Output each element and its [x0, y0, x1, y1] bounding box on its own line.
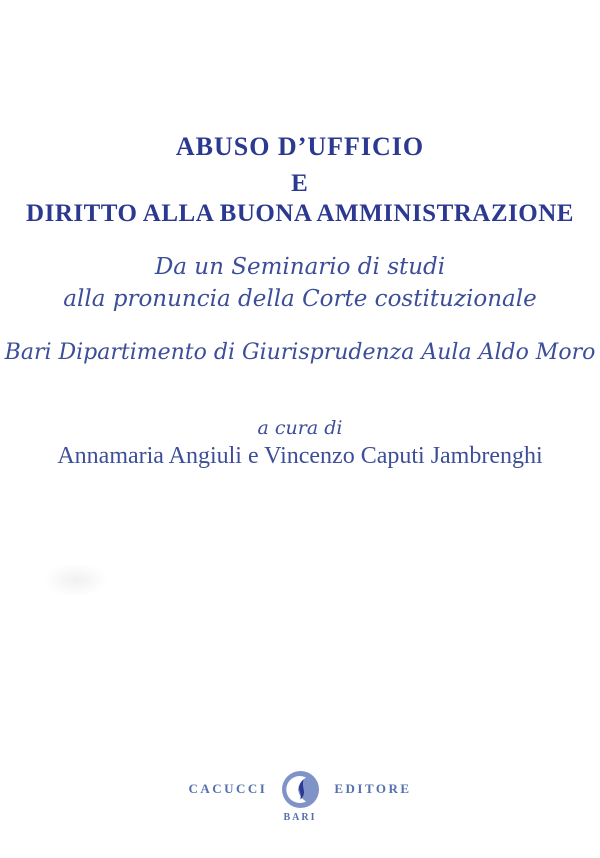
publisher-city: BARI — [283, 812, 317, 823]
book-subtitle-line2: alla pronuncia della Corte costituzionale — [63, 286, 537, 312]
seminar-venue-line: Bari Dipartimento di Giurisprudenza Aula Aldo Moro — [4, 340, 596, 365]
publisher-name-right: EDITORE — [334, 781, 412, 796]
book-title-line1: ABUSO D’UFFICIO — [175, 132, 425, 161]
publisher-block — [0, 770, 600, 808]
scan-smudge-artifact — [44, 563, 108, 597]
book-title-conjunction: E — [291, 170, 309, 197]
cacucci-publisher-mark-icon — [282, 771, 319, 808]
publisher-name-left: CACUCCI — [188, 781, 268, 796]
editors-label: a cura di — [257, 417, 343, 439]
book-title-line2: DIRITTO ALLA BUONA AMMINISTRAZIONE — [26, 200, 574, 227]
book-subtitle-line1: Da un Seminario di studi — [154, 254, 446, 280]
editors-names: Annamaria Angiuli e Vincenzo Caputi Jambrenghi — [57, 443, 543, 469]
